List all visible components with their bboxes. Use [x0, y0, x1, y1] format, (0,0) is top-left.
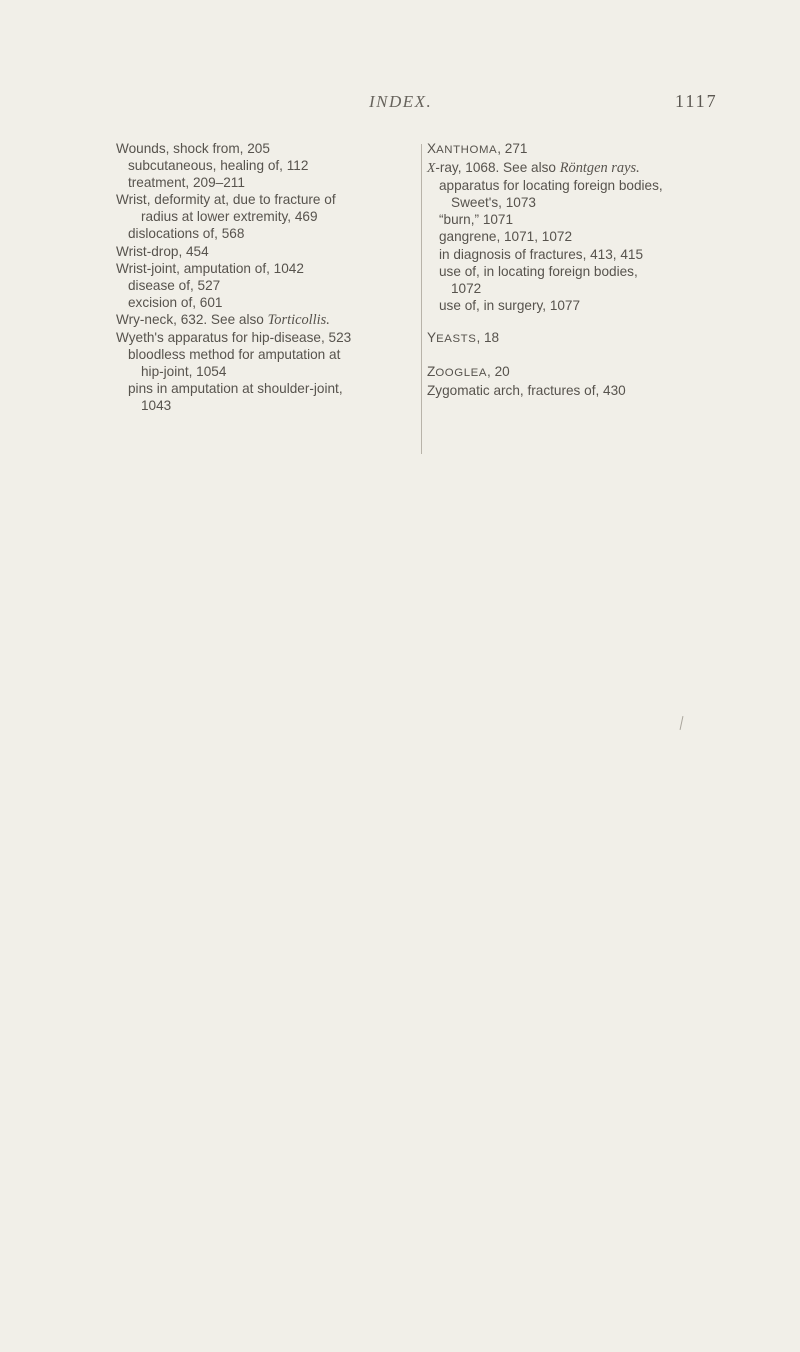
index-entry-continuation: 1043: [141, 398, 172, 414]
index-subentry: bloodless method for amputation at: [128, 347, 341, 363]
index-entry-text: Wry-neck, 632. See also: [116, 311, 268, 327]
index-subentry: excision of, 601: [128, 294, 223, 310]
page-title: INDEX.: [369, 92, 433, 111]
index-subentry: treatment, 209–211: [128, 175, 245, 191]
index-subentry: “burn,” 1071: [439, 212, 514, 228]
index-subentry: use of, in locating foreign bodies,: [439, 263, 638, 279]
index-entry: Wyeth's apparatus for hip-disease, 523: [116, 330, 352, 346]
index-subentry: disease of, 527: [128, 277, 221, 293]
index-entry: [427, 363, 717, 382]
page-number: 1117: [675, 91, 718, 111]
index-subentry: dislocations of, 568: [128, 226, 245, 242]
entry-initial: X: [427, 141, 437, 156]
entry-page-ref: , 20: [487, 364, 510, 380]
index-entry: Wounds, shock from, 205: [116, 141, 270, 156]
entry-smallcaps: OOGLEA: [435, 367, 488, 380]
index-subentry: use of, in surgery, 1077: [439, 297, 581, 313]
index-entry-continuation: 1072: [451, 280, 482, 296]
index-subsubentry: Sweet's, 1073: [451, 195, 536, 211]
entry-initial: Z: [427, 364, 436, 380]
index-entry: [116, 311, 422, 329]
index-column-right: [427, 140, 717, 399]
index-entry: Wrist, deformity at, due to fracture of: [116, 192, 336, 208]
index-subentry: pins in amputation at shoulder-joint,: [128, 381, 343, 397]
cross-reference: Röntgen rays.: [559, 160, 640, 177]
entry-smallcaps: EASTS: [436, 332, 477, 345]
index-entry: [427, 159, 717, 177]
cross-reference: Torticollis.: [267, 311, 330, 328]
entry-page-ref: , 271: [497, 141, 528, 156]
entry-initial: X: [427, 160, 436, 176]
index-entry-continuation: hip-joint, 1054: [141, 364, 227, 380]
index-column-left: [116, 140, 422, 415]
index-entry: [427, 140, 717, 159]
index-subentry: subcutaneous, healing of, 112: [128, 158, 309, 174]
paper-blemish: [680, 716, 684, 730]
entry-smallcaps: ANTHOMA: [436, 144, 498, 156]
index-subentry: gangrene, 1071, 1072: [439, 229, 573, 245]
index-entry: Zygomatic arch, fractures of, 430: [427, 383, 626, 399]
index-entry: [427, 329, 717, 348]
column-divider: [421, 144, 422, 454]
entry-page-ref: , 18: [476, 329, 500, 345]
index-entry: Wrist-drop, 454: [116, 243, 209, 259]
index-entry: Wrist-joint, amputation of, 1042: [116, 260, 304, 276]
entry-initial: Y: [427, 329, 437, 345]
index-entry-text: -ray, 1068. See also: [435, 160, 560, 176]
index-entry-continuation: radius at lower extremity, 469: [141, 209, 318, 225]
index-subentry: in diagnosis of fractures, 413, 415: [439, 246, 644, 262]
index-subentry: apparatus for locating foreign bodies,: [439, 178, 663, 194]
